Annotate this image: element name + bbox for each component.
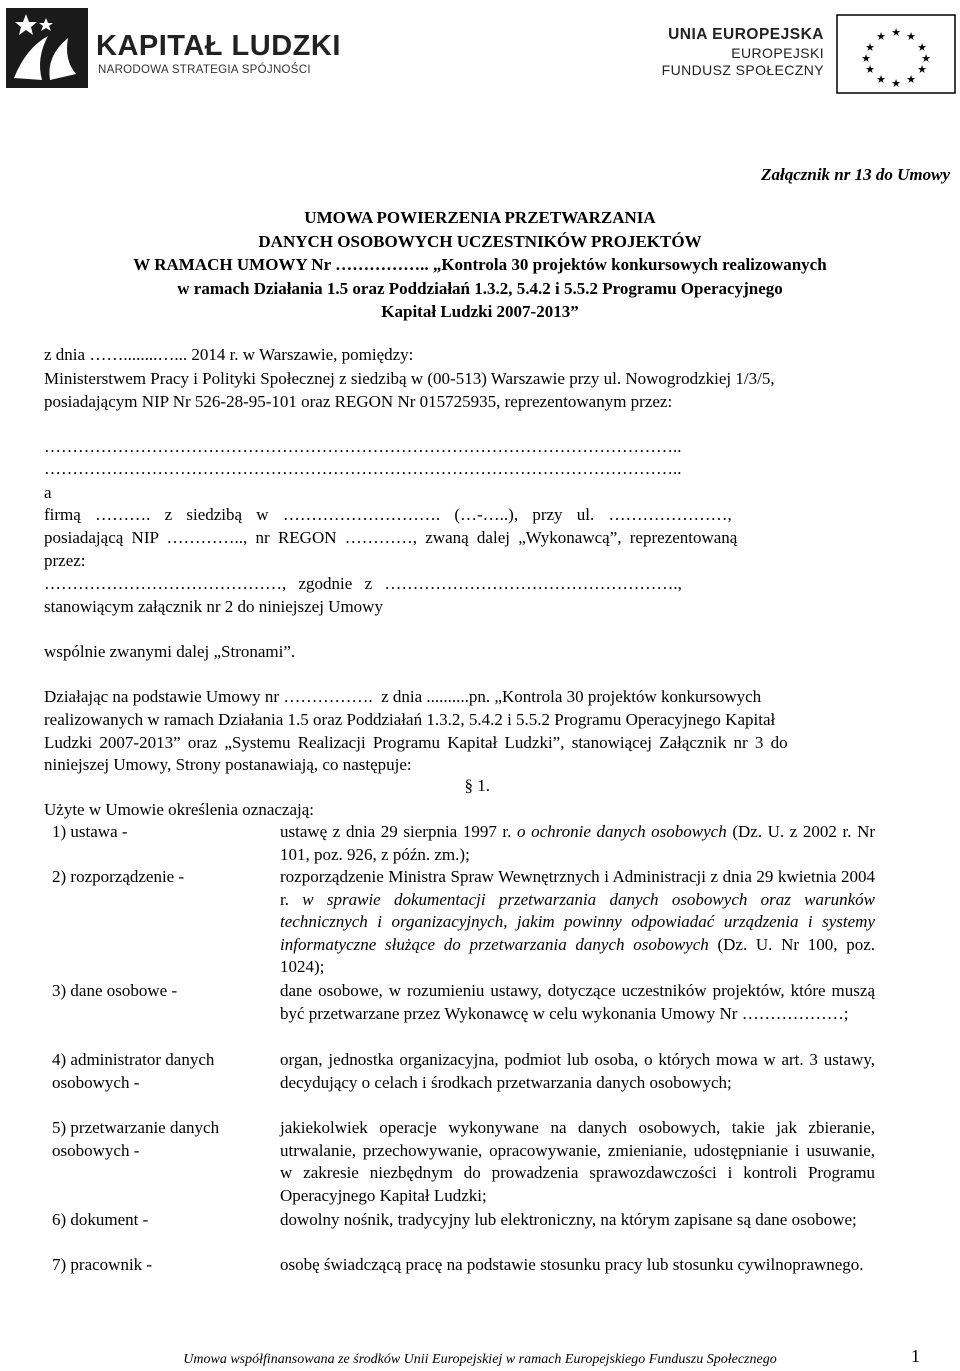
eu-flag-icon [836, 14, 956, 94]
definition-term: 4) administrator danych osobowych - [52, 1050, 215, 1092]
definition-desc: rozporządzenie Ministra Spraw Wewnętrznych i Administracji z dnia 29 kwietnia 2004 r. w sprawie dokumentacji przetwarzania danych osobowych oraz warunków technicznych i organizacyjnych, jakim powinny odpowiadać urządzenia i systemy informatyczne służące do przetwarzania danych osobowych (Dz. U. Nr 100, poz. 1024); [280, 867, 875, 976]
page-number: 1 [911, 1346, 920, 1366]
ministry-line-2: posiadającym NIP Nr 526-28-95-101 oraz REGON Nr 015725935, reprezentowanym przez: [44, 392, 673, 411]
dots-line-2: ………………………………………………………………………………………………….. [44, 459, 682, 478]
definition-term: 1) ustawa - [52, 822, 128, 841]
definition-desc: organ, jednostka organizacyjna, podmiot lub osoba, o których mowa w art. 3 ustawy, decydujący o celach i środkach przetwarzania danych osobowych; [280, 1050, 875, 1092]
jointly-line: wspólnie zwanymi dalej „Stronami”. [44, 642, 296, 661]
firm-line-1: firmą ………. z siedzibą w ………………………. (…-…..), przy ul. …………………, [44, 505, 732, 524]
svg-text:★: ★ [891, 26, 901, 39]
kapital-ludzki-logo [6, 8, 346, 88]
firm-line-2: posiadającą NIP ………….., nr REGON …………, zwaną dalej „Wykonawcą”, reprezentowaną [44, 528, 738, 547]
definition-desc: osobę świadczącą pracę na podstawie stosunku pracy lub stosunku cywilnoprawnego. [280, 1255, 864, 1274]
document-title [0, 206, 960, 324]
svg-text:★: ★ [865, 63, 875, 76]
svg-text:★: ★ [906, 30, 916, 43]
title-line-4: w ramach Działania 1.5 oraz Poddziałań 1.3.2, 5.4.2 i 5.5.2 Programu Operacyjnego [177, 278, 783, 298]
svg-text:★: ★ [891, 77, 901, 90]
basis-line-3: Ludzki 2007-2013” oraz „Systemu Realizacji Programu Kapitał Ludzki”, stanowiącej Załącznik nr 3 do [44, 733, 788, 752]
section-heading: § 1. [464, 776, 490, 795]
definition-term: 5) przetwarzanie danych osobowych - [52, 1118, 220, 1160]
title-line-3: W RAMACH UMOWY Nr …………….. „Kontrola 30 projektów konkursowych realizowanych [133, 255, 827, 274]
eu-logo-text [662, 26, 824, 78]
svg-text:★: ★ [917, 63, 927, 76]
firm-line-4: ……………………………………, zgodnie z ……………………………………………., [44, 574, 682, 593]
svg-text:★: ★ [865, 41, 875, 54]
basis-line-1: Działając na podstawie Umowy nr ……………. z dnia ..........pn. „Kontrola 30 projektów konkursowych [44, 687, 762, 706]
kl-title: KAPITAŁ LUDZKI [96, 30, 341, 62]
eu-line-3: FUNDUSZ SPOŁECZNY [661, 62, 824, 78]
title-line-1: UMOWA POWIERZENIA PRZETWARZANIA [304, 208, 656, 227]
svg-text:★: ★ [917, 41, 927, 54]
definition-desc: dowolny nośnik, tradycyjny lub elektroniczny, na którym zapisane są dane osobowe; [280, 1210, 857, 1229]
svg-text:★: ★ [861, 52, 871, 65]
firm-line-3: przez: [44, 551, 86, 570]
definition-desc: jakiekolwiek operacje wykonywane na danych osobowych, takie jak zbieranie, utrwalanie, przechowywanie, opracowywanie, zmienianie, udostępnianie i usuwanie, w zakresie niezbędnym do prowadzenia sprawozdawczości i kontroli Programu Operacyjnego Kapitał Ludzki; [280, 1118, 875, 1205]
date-line: z dnia ……........…... 2014 r. w Warszawie, pomiędzy: [44, 345, 414, 364]
firm-line-5: stanowiącym załącznik nr 2 do niniejszej Umowy [44, 597, 383, 616]
eu-line-1: UNIA EUROPEJSKA [668, 26, 824, 43]
attachment-label: Załącznik nr 13 do Umowy [761, 165, 950, 184]
definition-term: 3) dane osobowe - [52, 981, 178, 1000]
definitions-intro: Użyte w Umowie określenia oznaczają: [44, 800, 314, 819]
definition-term: 6) dokument - [52, 1210, 149, 1229]
svg-text:★: ★ [921, 52, 931, 65]
definition-term: 7) pracownik - [52, 1255, 153, 1274]
title-line-2: DANYCH OSOBOWYCH UCZESTNIKÓW PROJEKTÓW [258, 231, 702, 251]
definition-term: 2) rozporządzenie - [52, 867, 185, 886]
footer-note: Umowa współfinansowana ze środków Unii Europejskiej w ramach Europejskiego Funduszu Społecznego [183, 1352, 777, 1367]
svg-text:★: ★ [876, 73, 886, 86]
basis-line-4: niniejszej Umowy, Strony postanawiają, co następuje: [44, 755, 412, 774]
ministry-line-1: Ministerstwem Pracy i Polityki Społecznej z siedzibą w (00-513) Warszawie przy ul. Nowogrodzkiej 1/3/5, [44, 369, 775, 388]
svg-text:★: ★ [876, 30, 886, 43]
and-word: a [44, 483, 52, 502]
definition-desc: ustawę z dnia 29 sierpnia 1997 r. o ochronie danych osobowych (Dz. U. z 2002 r. Nr 101, poz. 926, z późn. zm.); [280, 822, 876, 864]
kapital-ludzki-emblem-icon [6, 8, 88, 88]
basis-line-2: realizowanych w ramach Działania 1.5 oraz Poddziałań 1.3.2, 5.4.2 i 5.5.2 Programu Operacyjnego Kapitał [44, 710, 776, 729]
kl-subtitle: NARODOWA STRATEGIA SPÓJNOŚCI [98, 64, 311, 76]
eu-line-2: EUROPEJSKI [731, 45, 824, 61]
dots-line-1: ………………………………………………………………………………………………….. [44, 437, 682, 456]
svg-text:★: ★ [906, 73, 916, 86]
title-line-5: Kapitał Ludzki 2007-2013” [381, 302, 579, 321]
definition-desc: dane osobowe, w rozumieniu ustawy, dotyczące uczestników projektów, które muszą być przetwarzane przez Wykonawcę w celu wykonania Umowy Nr ………………; [280, 981, 875, 1023]
